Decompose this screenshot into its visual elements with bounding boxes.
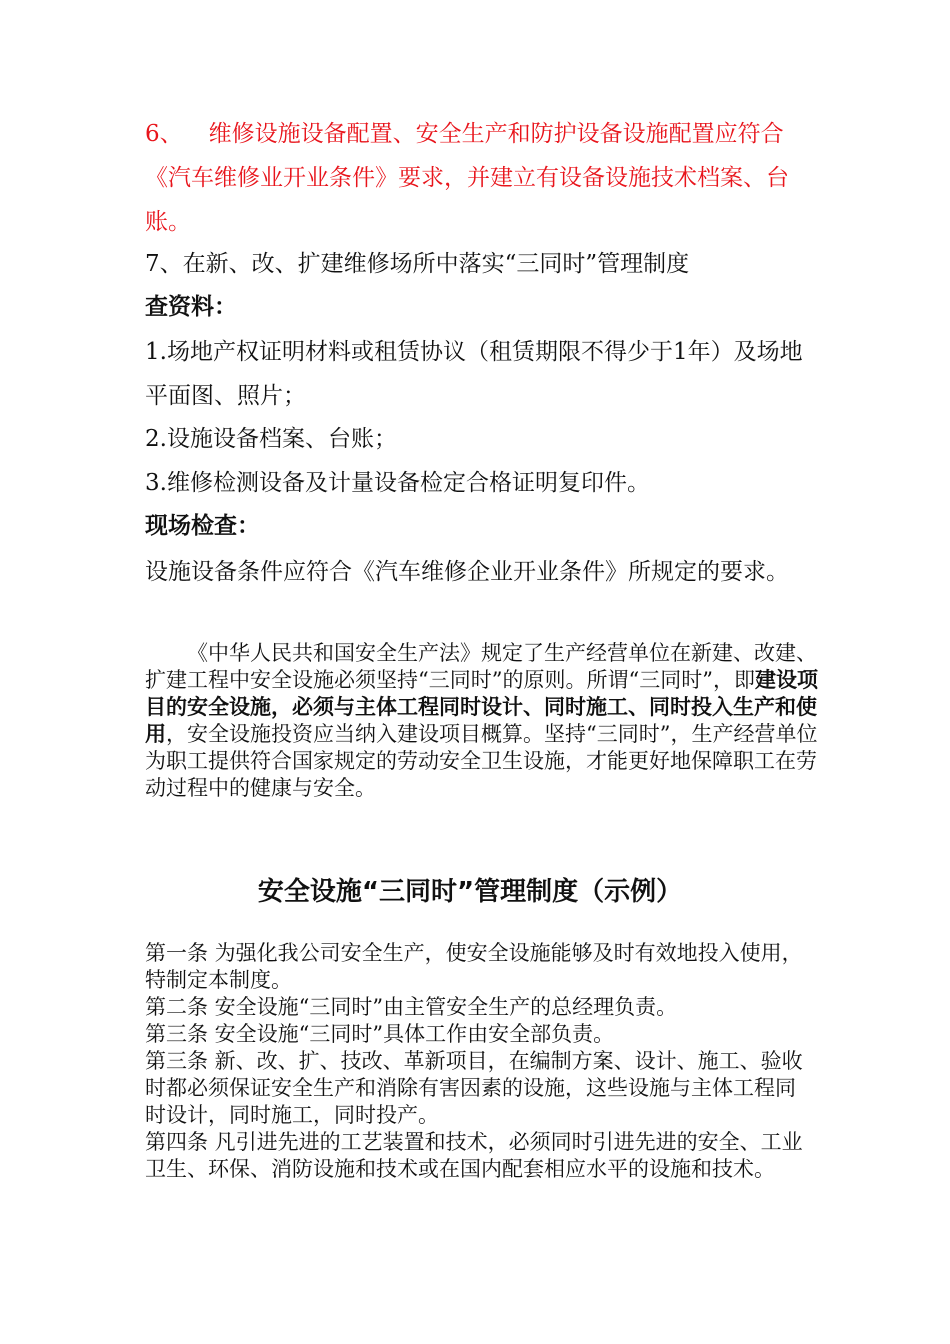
item-7: 7、在新、改、扩建维修场所中落实“三同时”管理制度 — [145, 251, 690, 277]
item-6-text: 维修设施设备配置、安全生产和防护设备设施配置应符合《汽车维修业开业条件》要求，并建立有设备设施技术档案、台账。 — [145, 121, 789, 235]
site-check-heading: 现场检查： — [145, 513, 260, 539]
article-2: 第二条 安全设施“三同时”由主管安全生产的总经理负责。 — [145, 995, 678, 1019]
item-6-red — [145, 112, 795, 244]
article-3: 第三条 安全设施“三同时”具体工作由安全部负责。 — [145, 1022, 615, 1046]
law-paragraph-bold: 建设项目的安全设施，必须与主体工程同时设计、同时施工、同时投入生产和使用 — [145, 668, 818, 746]
item-6-number: 6、 — [145, 121, 183, 147]
document-title: 安全设施“三同时”管理制度（示例） — [257, 877, 683, 907]
article-3b: 第三条 新、改、扩、技改、革新项目，在编制方案、设计、施工、验收时都必须保证安全生产和消除有害因素的设施，这些设施与主体工程同时设计，同时施工，同时投产。 — [145, 1049, 803, 1127]
check-docs-item-2: 2.设施设备档案、台账； — [145, 426, 397, 452]
article-4: 第四条 凡引进先进的工艺装置和技术，必须同时引进先进的安全、工业卫生、环保、消防设施和技术或在国内配套相应水平的设施和技术。 — [145, 1130, 803, 1181]
check-docs-heading: 查资料： — [145, 294, 237, 320]
articles-list — [145, 940, 815, 1183]
law-paragraph-part2: ，安全设施投资应当纳入建设项目概算。坚持“三同时”，生产经营单位为职工提供符合国家规定的劳动安全卫生设施，才能更好地保障职工在劳动过程中的健康与安全。 — [145, 722, 818, 800]
law-paragraph — [145, 640, 820, 802]
law-paragraph-part1: 《中华人民共和国安全生产法》规定了生产经营单位在新建、改建、扩建工程中安全设施必须坚持“三同时”的原则。所谓“三同时”，即 — [145, 641, 817, 692]
check-docs-item-3: 3.维修检测设备及计量设备检定合格证明复印件。 — [145, 470, 650, 496]
article-1: 第一条 为强化我公司安全生产，使安全设施能够及时有效地投入使用，特制定本制度。 — [145, 941, 803, 992]
site-check-text: 设施设备条件应符合《汽车维修企业开业条件》所规定的要求。 — [145, 559, 789, 585]
check-docs-item-1: 1.场地产权证明材料或租赁协议（租赁期限不得少于1年）及场地平面图、照片； — [145, 339, 803, 409]
